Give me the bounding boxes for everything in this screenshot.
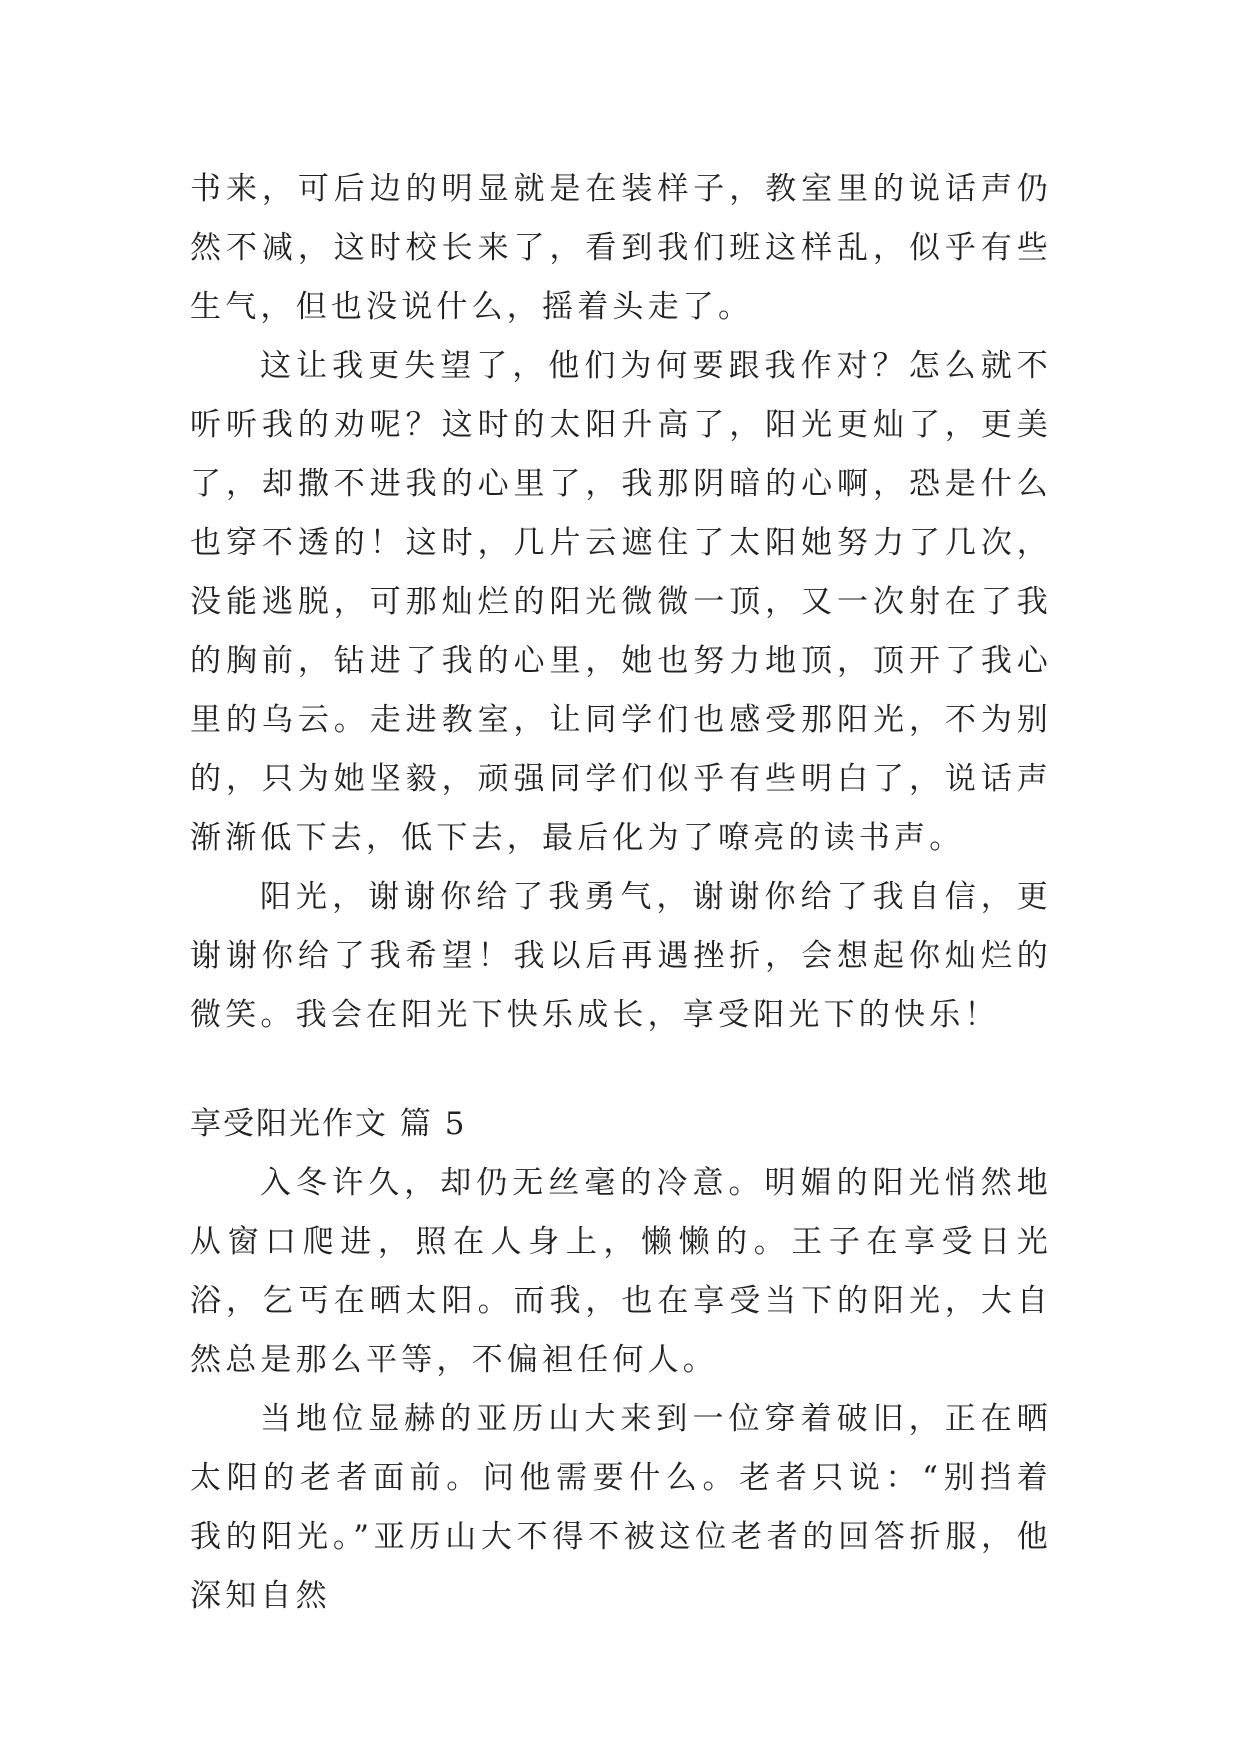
- paragraph: 入冬许久，却仍无丝毫的冷意。明媚的阳光悄然地从窗口爬进，照在人身上，懒懒的。王子在享受日光浴，乞丐在晒太阳。而我，也在享受当下的阳光，大自然总是那么平等，不偏袒任何人。: [190, 1165, 1052, 1378]
- paragraph-continued: 书来，可后边的明显就是在装样子，教室里的说话声仍然不减，这时校长来了，看到我们班这样乱，似乎有些生气，但也没说什么，摇着头走了。: [190, 171, 1052, 325]
- paragraph: 阳光，谢谢你给了我勇气，谢谢你给了我自信，更谢谢你给了我希望！我以后再遇挫折，会想起你灿烂的微笑。我会在阳光下快乐成长，享受阳光下的快乐！: [190, 879, 1052, 1033]
- paragraph: 这让我更失望了，他们为何要跟我作对？怎么就不听听我的劝呢？这时的太阳升高了，阳光更灿了，更美了，却撒不进我的心里了，我那阴暗的心啊，恐是什么也穿不透的！这时，几片云遮住了太阳她努力了几次，没能逃脱，可那灿烂的阳光微微一顶，又一次射在了我的胸前，钻进了我的心里，她也努力地顶，顶开了我心里的乌云。走进教室，让同学们也感受那阳光，不为别的，只为她坚毅，顽强同学们似乎有些明白了，说话声渐渐低下去，低下去，最后化为了嘹亮的读书声。: [190, 348, 1052, 856]
- paragraph: 当地位显赫的亚历山大来到一位穿着破旧，正在晒太阳的老者面前。问他需要什么。老者只说：“别挡着我的阳光。”亚历山大不得不被这位老者的回答折服，他深知自然: [190, 1401, 1052, 1614]
- section-title: 享受阳光作文 篇 5: [190, 1106, 467, 1142]
- document-body: [190, 160, 1052, 1626]
